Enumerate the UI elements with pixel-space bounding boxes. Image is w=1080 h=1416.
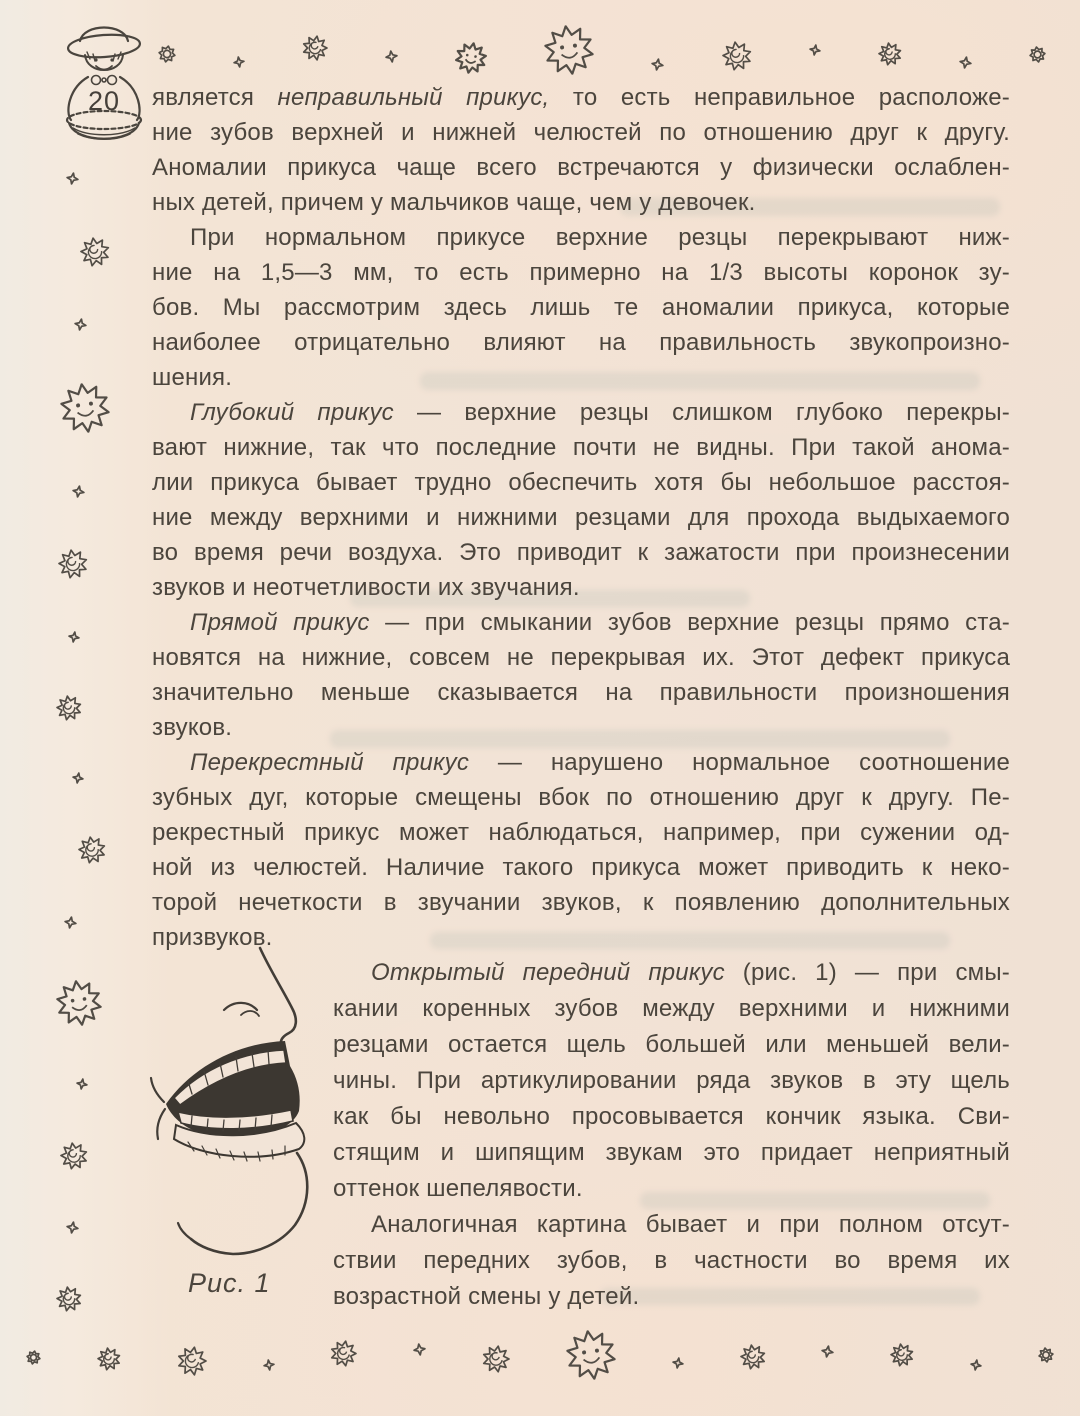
sun-spiral-icon: [58, 1140, 90, 1172]
text-run: то есть неправильное расположе-: [549, 84, 1010, 111]
text-line: [152, 675, 1010, 710]
text-run: значительно меньше сказывается на правильности произношения: [152, 679, 1010, 706]
figure-caption: Рис. 1: [188, 1268, 271, 1298]
sparkle-icon: [65, 171, 80, 186]
sparkle-icon: [384, 49, 399, 64]
text-line: [333, 1279, 1010, 1315]
sparkle-icon: [63, 915, 78, 930]
text-line: [152, 80, 1010, 115]
text-line: [152, 430, 1010, 465]
page-number: 20: [87, 86, 121, 116]
text-line: [152, 220, 1010, 255]
sun-spiral-icon: [300, 33, 330, 63]
text-run: торой нечеткости в звучании звуков, к появлению дополнительных: [152, 889, 1010, 916]
text-line: [333, 1063, 1010, 1099]
text-run: рекрестный прикус может наблюдаться, например, при сужении од-: [152, 819, 1010, 846]
sparkle-icon: [232, 55, 246, 69]
sparkle-icon: [820, 1343, 835, 1358]
text-run: наиболее отрицательно влияют на правильность звукопроизно-: [152, 329, 1010, 356]
sun-smiley-icon: [453, 39, 490, 76]
sparkle-icon: [71, 484, 86, 499]
sun-spiral-icon: [889, 1341, 916, 1368]
text-line: [333, 1099, 1010, 1135]
text-line: [333, 1027, 1010, 1063]
sparkle-icon: [67, 630, 81, 644]
top-decoration-row: [158, 16, 1046, 80]
text-run: Глубокий прикус: [190, 399, 394, 426]
sparkle-icon: [808, 43, 822, 57]
sun-spiral-icon: [174, 1344, 209, 1379]
text-run: во время речи воздуха. Это приводит к зажатости при произнесении: [152, 539, 1010, 566]
sun-smiley-icon: [541, 22, 597, 78]
text-line: [333, 1207, 1010, 1243]
sparkle-icon: [412, 1342, 427, 1357]
sun-spiral-icon: [328, 1337, 359, 1368]
text-line: [333, 991, 1010, 1027]
text-run: как бы невольно просовывается кончик языка. Сви-: [333, 1103, 1010, 1130]
text-line: [152, 605, 1010, 640]
open-bite-mouth-illustration: [148, 946, 320, 1266]
doll-in-basket-page-badge: [56, 16, 152, 146]
text-line: [152, 325, 1010, 360]
sun-smiley-icon: [53, 977, 105, 1029]
sun-smiley-icon: [57, 380, 113, 436]
text-line: [333, 1243, 1010, 1279]
sun-spiral-icon: [54, 1284, 83, 1313]
text-line: [152, 640, 1010, 675]
text-line: [152, 815, 1010, 850]
text-run: чины. При артикулировании ряда звуков в эту щель: [333, 1067, 1010, 1094]
text-run: Прямой прикус: [190, 609, 370, 636]
text-run: звуков и неотчетливости их звучания.: [152, 574, 580, 601]
text-line: [152, 255, 1010, 290]
text-line: [152, 465, 1010, 500]
text-run: ствии передних зубов, в частности во время их: [333, 1247, 1010, 1274]
sun-spiral-icon: [78, 235, 112, 269]
text-run: вают нижние, так что последние почти не видны. При такой анома-: [152, 434, 1010, 461]
sun-spiral-icon: [876, 40, 903, 67]
sparkle-icon: [65, 1220, 80, 1235]
text-run: кании коренных зубов между верхними и нижними: [333, 995, 1010, 1022]
beside-figure-text-column: [333, 955, 1010, 1315]
sun-spiral-icon: [738, 1342, 767, 1371]
text-line: [333, 1135, 1010, 1171]
sparkle-icon: [958, 54, 973, 69]
left-decoration-column: [52, 172, 124, 1312]
sun-spiral-icon: [480, 1343, 512, 1375]
sun-spiral-icon: [720, 39, 754, 73]
sun-smiley-icon: [563, 1327, 619, 1383]
text-run: При нормальном прикусе верхние резцы перекрывают ниж-: [190, 224, 1010, 251]
text-run: бов. Мы рассмотрим здесь лишь те аномалии прикуса, которые: [152, 294, 1010, 321]
text-run: ной из челюстей. Наличие такого прикуса может приводить к неко-: [152, 854, 1010, 881]
text-line: [152, 185, 1010, 220]
sparkle-icon: [969, 1358, 983, 1372]
text-run: возрастной смены у детей.: [333, 1283, 640, 1310]
text-run: — нарушено нормальное соотношение: [469, 749, 1010, 776]
text-line: [152, 745, 1010, 780]
text-run: ние между верхними и нижними резцами для прохода выдыхаемого: [152, 504, 1010, 531]
text-line: [152, 535, 1010, 570]
text-line: [152, 290, 1010, 325]
sun-spiral-icon: [76, 834, 108, 866]
bottom-decoration-row: [26, 1324, 1054, 1390]
text-line: [333, 955, 1010, 991]
sparkle-icon: [71, 771, 85, 785]
text-line: [152, 885, 1010, 920]
text-run: лии прикуса бывает трудно обеспечить хотя бы небольшое расстоя-: [152, 469, 1010, 496]
sun-spiral-icon: [95, 1345, 122, 1372]
text-line: [152, 115, 1010, 150]
text-line: [152, 395, 1010, 430]
sparkle-icon: [75, 1077, 89, 1091]
text-line: [152, 570, 1010, 605]
text-run: шения.: [152, 364, 233, 391]
sun-spiral-icon: [54, 693, 83, 722]
text-run: Аномалии прикуса чаще всего встречаются у физически ослаблен-: [152, 154, 1010, 181]
text-run: ние зубов верхней и нижней челюстей по отношению друг к другу.: [152, 119, 1010, 146]
sparkle-icon: [262, 1358, 276, 1372]
text-line: [152, 850, 1010, 885]
text-line: [152, 360, 1010, 395]
text-line: [152, 710, 1010, 745]
main-text-column: [152, 80, 1010, 955]
text-line: [152, 780, 1010, 815]
text-run: — верхние резцы слишком глубоко перекры-: [393, 399, 1010, 426]
text-run: резцами остается щель большей или меньшей вели-: [333, 1031, 1010, 1058]
text-run: (рис. 1) — при смы-: [724, 959, 1010, 986]
sun-spiral-icon: [56, 547, 90, 581]
text-line: [152, 500, 1010, 535]
sparkle-icon: [671, 1356, 685, 1370]
text-run: является: [152, 84, 278, 111]
sun-gear-icon: [1037, 1346, 1055, 1364]
sun-gear-icon: [1028, 44, 1047, 63]
text-run: Аналогичная картина бывает и при полном отсут-: [371, 1211, 1010, 1238]
text-run: — при смыкании зубов верхние резцы прямо ста-: [369, 609, 1010, 636]
text-line: [333, 1171, 1010, 1207]
text-run: оттенок шепелявости.: [333, 1175, 583, 1202]
text-run: ных детей, причем у мальчиков чаще, чем у девочек.: [152, 189, 756, 216]
text-run: неправильный прикус,: [277, 84, 550, 111]
text-run: Открытый передний прикус: [371, 959, 725, 986]
sun-gear-icon: [157, 44, 178, 65]
text-run: стящим и шипящим звукам это придает неприятный: [333, 1139, 1010, 1166]
text-run: ние на 1,5—3 мм, то есть примерно на 1/3 высоты коронок зу-: [152, 259, 1010, 286]
sparkle-icon: [650, 56, 665, 71]
text-run: звуков.: [152, 714, 233, 741]
text-run: зубных дуг, которые смещены вбок по отношению друг к другу. Пе-: [152, 784, 1010, 811]
text-line: [152, 150, 1010, 185]
sun-gear-icon: [25, 1348, 42, 1365]
sparkle-icon: [73, 317, 88, 332]
text-run: новятся на нижние, совсем не перекрывая их. Этот дефект прикуса: [152, 644, 1010, 671]
text-run: Перекрестный прикус: [190, 749, 470, 776]
text-run: призвуков.: [152, 924, 273, 951]
